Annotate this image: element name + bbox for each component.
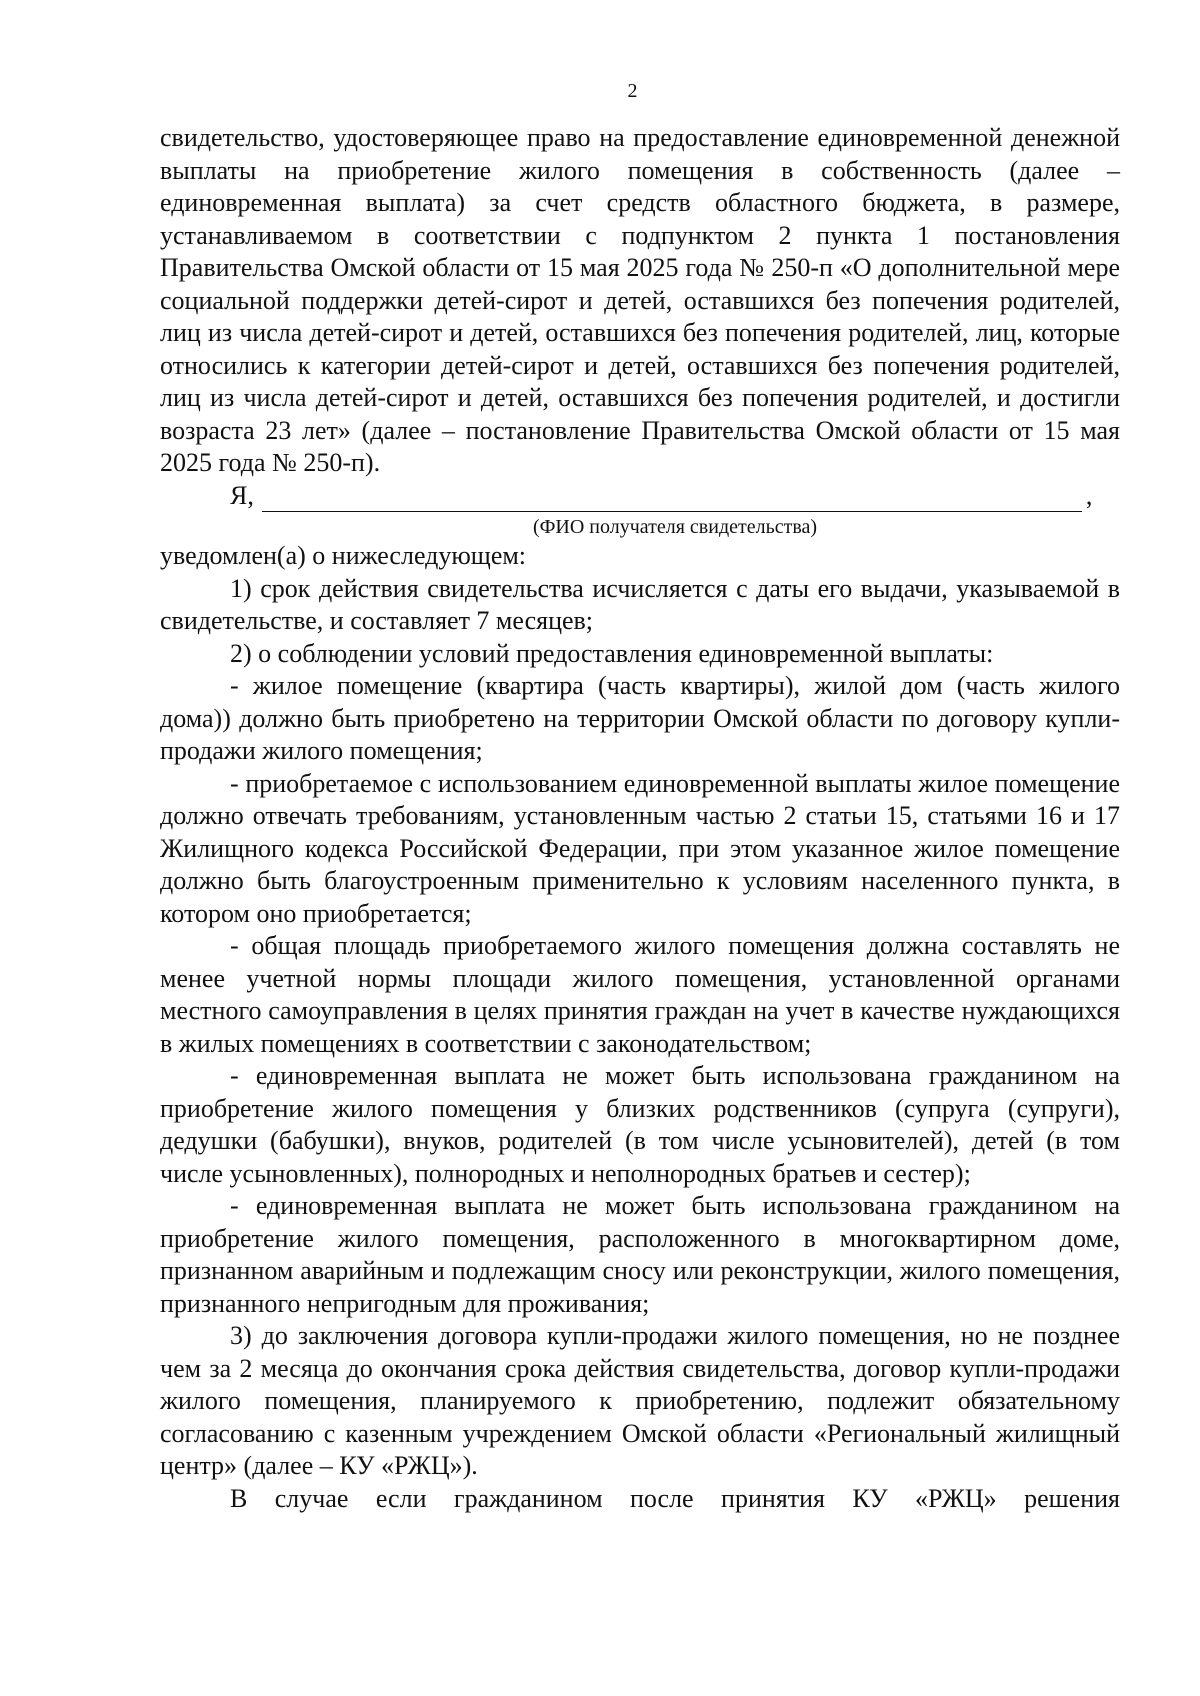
notified-line: уведомлен(а) о нижеследующем: — [160, 541, 527, 570]
ya-prefix: Я, — [230, 480, 254, 510]
dash-item-5: - единовременная выплата не может быть использована гражданином на приобретение жилого помещения, расположенного в многоквартирном доме, признанном аварийным и подлежащим сносу или реконструкции, жилого помещения, признанного непригодным для проживания; — [160, 1191, 1120, 1318]
dash-item-4: - единовременная выплата не может быть использована гражданином на приобретение жилого помещения у близких родственников (супруга (супруги), дедушки (бабушки), внуков, родителей (в том числе усыновителей), детей (в том числе усыновленных), полнородных и неполнородных братьев и сестер); — [160, 1061, 1120, 1188]
dash-item-3: - общая площадь приобретаемого жилого помещения должна составлять не менее учетной нормы площади жилого помещения, установленной органами местного самоуправления в целях принятия граждан на учет в качестве нуждающихся в жилых помещениях в соответствии с законодательством; — [160, 931, 1120, 1058]
recipient-name-blank — [262, 487, 1082, 512]
recipient-name-line — [160, 480, 1120, 513]
dash-item-2: - приобретаемое с использованием единовременной выплаты жилое помещение должно отвечать требованиям, установленным частью 2 статьи 15, статьями 16 и 17 Жилищного кодекса Российской Федерации, при этом указанное жилое помещение должно быть благоустроенным применительно к условиям населенного пункта, в котором оно приобретается; — [160, 768, 1120, 928]
list-item-1: 1) срок действия свидетельства исчисляется с даты его выдачи, указываемой в свидетельстве, и составляет 7 месяцев; — [160, 573, 1120, 635]
last-line: В случае если гражданином после принятия КУ «РЖЦ» решения — [230, 1483, 1120, 1513]
document-body — [160, 122, 1120, 1515]
fio-caption: (ФИО получателя свидетельства) — [532, 516, 818, 538]
ya-suffix: , — [1085, 480, 1093, 510]
paragraph-intro: свидетельство, удостоверяющее право на предоставление единовременной денежной выплаты на приобретение жилого помещения в собственность (далее – единовременная выплата) за счет средств областного бюджета, в размере, устанавливаемом в соответствии с подпунктом 2 пункта 1 постановления Правительства Омской области от 15 мая 2025 года № 250-п «О дополнительной мере социальной поддержки детей-сирот и детей, оставшихся без попечения родителей, лиц из числа детей-сирот и детей, оставшихся без попечения родителей, лиц, которые относились к категории детей-сирот и детей, оставшихся без попечения родителей, лиц из числа детей-сирот и детей, оставшихся без попечения родителей, и достигли возраста 23 лет» (далее – постановление Правительства Омской области от 15 мая 2025 года № 250-п). — [160, 123, 1120, 477]
dash-item-1: - жилое помещение (квартира (часть квартиры), жилой дом (часть жилого дома)) должно быть приобретено на территории Омской области по договору купли-продажи жилого помещения; — [160, 671, 1120, 765]
page-number: 2 — [627, 80, 638, 102]
list-item-3: 3) до заключения договора купли-продажи жилого помещения, но не позднее чем за 2 месяца до окончания срока действия свидетельства, договор купли-продажи жилого помещения, планируемого к приобретению, подлежит обязательному согласованию с казенным учреждением Омской области «Региональный жилищный центр» (далее – КУ «РЖЦ»). — [160, 1321, 1120, 1480]
list-item-2: 2) о соблюдении условий предоставления единовременной выплаты: — [230, 638, 994, 668]
